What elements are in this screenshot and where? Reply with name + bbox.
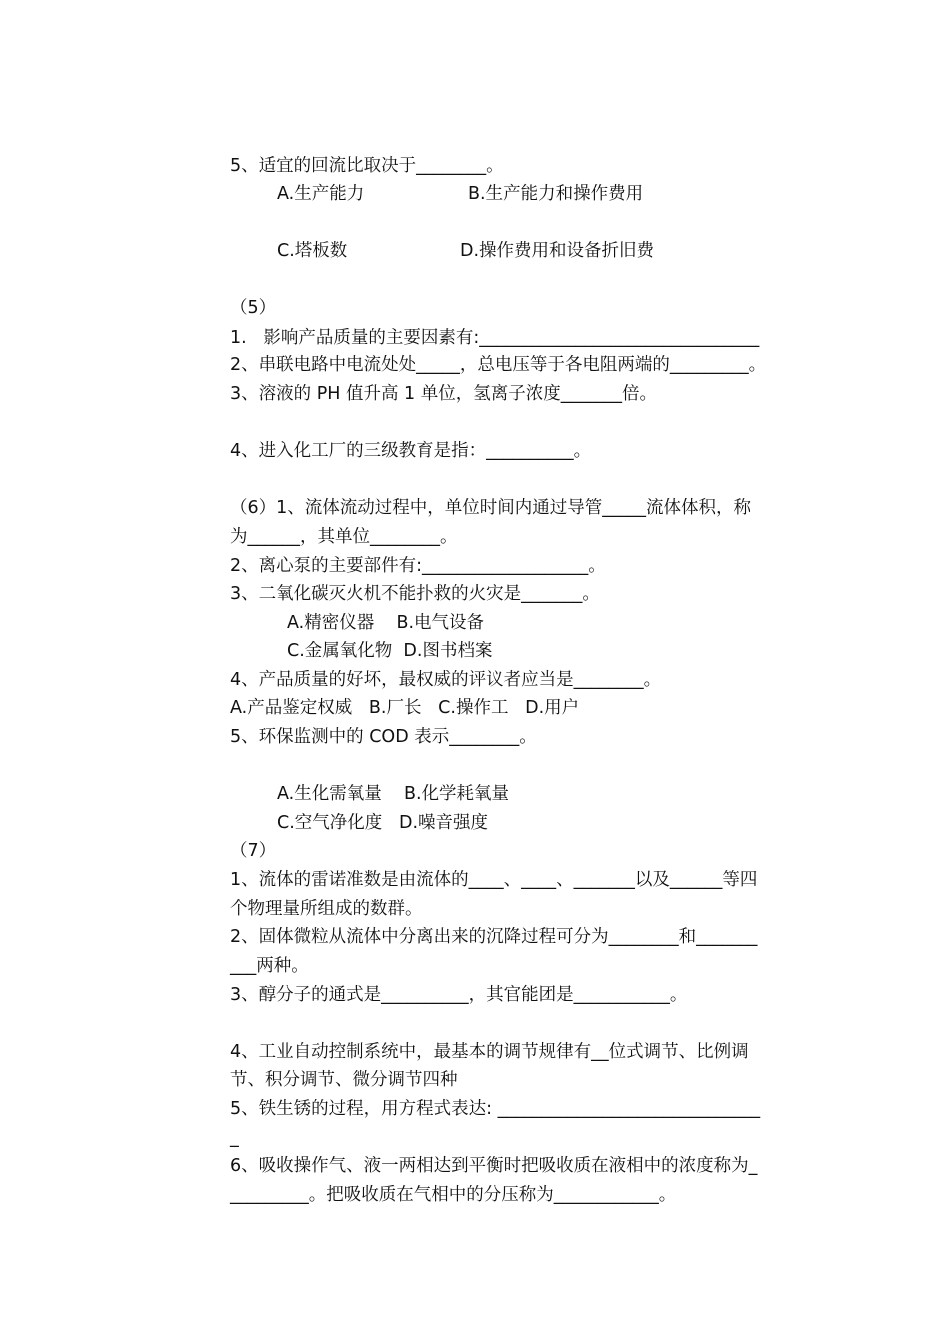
question-5-iron-rust: 5、铁生锈的过程，用方程式表达: ______________________________ bbox=[230, 1099, 761, 1119]
option-c: C.塔板数 bbox=[277, 241, 348, 261]
question-2-centrifugal-pump: 2、离心泵的主要部件有:___________________。 bbox=[230, 556, 606, 576]
section-5-heading: （5） bbox=[230, 298, 277, 318]
question-3-co2-extinguisher: 3、二氧化碳灭火机不能扑救的火灾是_______。 bbox=[230, 584, 600, 604]
question-1-reynolds-number: 1、流体的雷诺准数是由流体的____、____、_______以及______等四 bbox=[230, 870, 758, 890]
option-d: D.操作费用和设备折旧费 bbox=[460, 241, 655, 261]
question-1-continued: 为______，其单位________。 bbox=[230, 527, 458, 547]
question-4-product-quality: 4、产品质量的好坏，最权威的评议者应当是________。 bbox=[230, 670, 662, 690]
question-5-continued: _ bbox=[230, 1128, 239, 1148]
section-6-question-1: （6）1、流体流动过程中，单位时间内通过导管_____流体体积，称 bbox=[230, 498, 752, 518]
options-c-d: C.空气净化度 D.噪音强度 bbox=[277, 813, 489, 833]
question-4-control-system: 4、工业自动控制系统中，最基本的调节规律有__位式调节、比例调 bbox=[230, 1042, 749, 1062]
question-4-safety-education: 4、进入化工厂的三级教育是指：__________。 bbox=[230, 441, 592, 461]
question-2-continued: ___两种。 bbox=[230, 956, 309, 976]
section-7-heading: （7） bbox=[230, 841, 277, 861]
options-c-d: C.金属氧化物 D.图书档案 bbox=[287, 641, 493, 661]
question-6-absorption: 6、吸收操作气、液一两相达到平衡时把吸收质在液相中的浓度称为_ bbox=[230, 1156, 758, 1176]
options-a-b: A.生化需氧量 B.化学耗氧量 bbox=[277, 784, 510, 804]
question-2-series-circuit: 2、串联电路中电流处处_____，总电压等于各电阻两端的_________。 bbox=[230, 355, 767, 375]
question-5-cod: 5、环保监测中的 COD 表示________。 bbox=[230, 727, 537, 747]
question-6-continued: _________。把吸收质在气相中的分压称为____________。 bbox=[230, 1185, 677, 1205]
question-1-quality-factors: 1. 影响产品质量的主要因素有:________________________________ bbox=[230, 328, 760, 348]
question-2-sedimentation: 2、固体微粒从流体中分离出来的沉降过程可分为________和_______ bbox=[230, 927, 758, 947]
question-5-reflux-ratio: 5、适宜的回流比取决于________。 bbox=[230, 156, 504, 176]
options-a-d: A.产品鉴定权威 B.厂长 C.操作工 D.用户 bbox=[230, 698, 580, 718]
options-a-b: A.精密仪器 B.电气设备 bbox=[287, 613, 485, 633]
question-4-continued: 节、积分调节、微分调节四种 bbox=[230, 1070, 458, 1090]
question-1-continued: 个物理量所组成的数群。 bbox=[230, 899, 423, 919]
question-3-ph: 3、溶液的 PH 值升高 1 单位，氢离子浓度_______倍。 bbox=[230, 384, 657, 404]
option-a: A.生产能力 bbox=[277, 184, 365, 204]
option-b: B.生产能力和操作费用 bbox=[468, 184, 644, 204]
question-3-alcohol-formula: 3、醇分子的通式是__________，其官能团是___________。 bbox=[230, 985, 688, 1005]
